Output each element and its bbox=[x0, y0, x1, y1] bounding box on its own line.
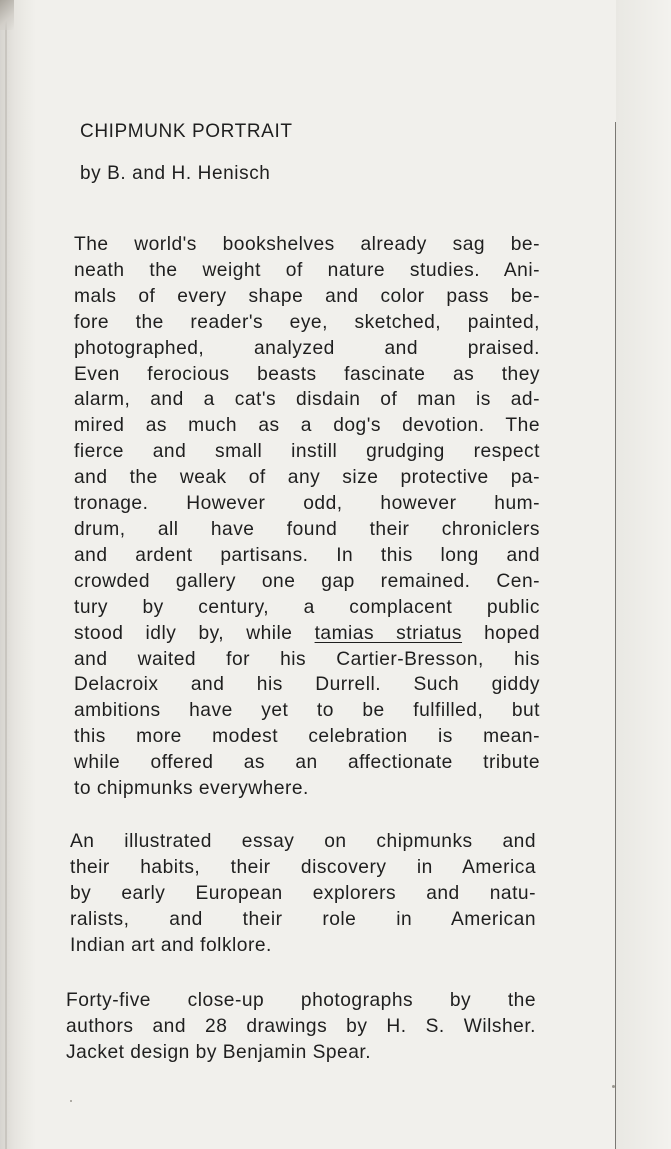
text-line: fierce and small instill grudging respect bbox=[74, 441, 540, 463]
text-line: tury by century, a complacent public bbox=[74, 596, 540, 618]
text-line: Delacroix and his Durrell. Such giddy bbox=[74, 674, 540, 696]
text-fragment: stood idly by, while bbox=[74, 622, 315, 644]
text-line: to chipmunks everywhere. bbox=[74, 778, 309, 800]
text-line: Even ferocious beasts fascinate as they bbox=[74, 363, 540, 385]
text-line: mired as much as a dog's devotion. The bbox=[74, 415, 540, 437]
text-line: their habits, their discovery in America bbox=[70, 856, 536, 878]
text-line: and waited for his Cartier-Bresson, his bbox=[74, 648, 540, 670]
text-line: drum, all have found their chroniclers bbox=[74, 518, 540, 540]
text-line: alarm, and a cat's disdain of man is ad- bbox=[74, 389, 540, 411]
book-byline: by B. and H. Henisch bbox=[80, 163, 271, 184]
species-name: tamias striatus bbox=[314, 622, 463, 644]
text-line: and the weak of any size protective pa- bbox=[74, 467, 540, 489]
credits-paragraph bbox=[66, 988, 536, 1066]
text-line: ralists, and their role in American bbox=[70, 908, 536, 930]
text-line: photographed, analyzed and praised. bbox=[74, 337, 540, 359]
text-line: tronage. However odd, however hum- bbox=[74, 493, 540, 515]
text-line: and ardent partisans. In this long and bbox=[74, 544, 540, 566]
text-line: this more modest celebration is mean- bbox=[74, 726, 540, 748]
text-line: neath the weight of nature studies. Ani- bbox=[74, 259, 540, 281]
corner-wear bbox=[0, 0, 14, 30]
text-line: ambitions have yet to be fulfilled, but bbox=[74, 700, 540, 722]
text-line: mals of every shape and color pass be- bbox=[74, 285, 540, 307]
text-line: fore the reader's eye, sketched, painted, bbox=[74, 311, 540, 333]
summary-paragraph bbox=[70, 829, 536, 959]
paper-speck bbox=[612, 1085, 615, 1088]
text-fragment: hoped bbox=[462, 622, 540, 644]
text-line bbox=[74, 621, 540, 647]
text-line: while offered as an affectionate tribute bbox=[74, 752, 540, 774]
jacket-flap-text bbox=[66, 112, 540, 1063]
text-line: Forty-five close-up photographs by the bbox=[66, 990, 536, 1011]
text-line: Indian art and folklore. bbox=[70, 934, 272, 956]
jacket-flap-edge bbox=[616, 0, 671, 1149]
spine-crease bbox=[5, 0, 7, 1149]
text-line: authors and 28 drawings by H. S. Wilsher. bbox=[66, 1015, 536, 1037]
text-line: An illustrated essay on chipmunks and bbox=[70, 831, 536, 852]
paper-speck bbox=[70, 1100, 72, 1102]
text-line: by early European explorers and natu- bbox=[70, 882, 536, 904]
text-line: crowded gallery one gap remained. Cen- bbox=[74, 570, 540, 592]
description-paragraph bbox=[74, 232, 540, 802]
text-line: The world's bookshelves already sag be- bbox=[74, 234, 540, 255]
book-title: CHIPMUNK PORTRAIT bbox=[80, 121, 293, 142]
text-line: Jacket design by Benjamin Spear. bbox=[66, 1041, 372, 1063]
flap-fold-line bbox=[615, 122, 616, 1149]
